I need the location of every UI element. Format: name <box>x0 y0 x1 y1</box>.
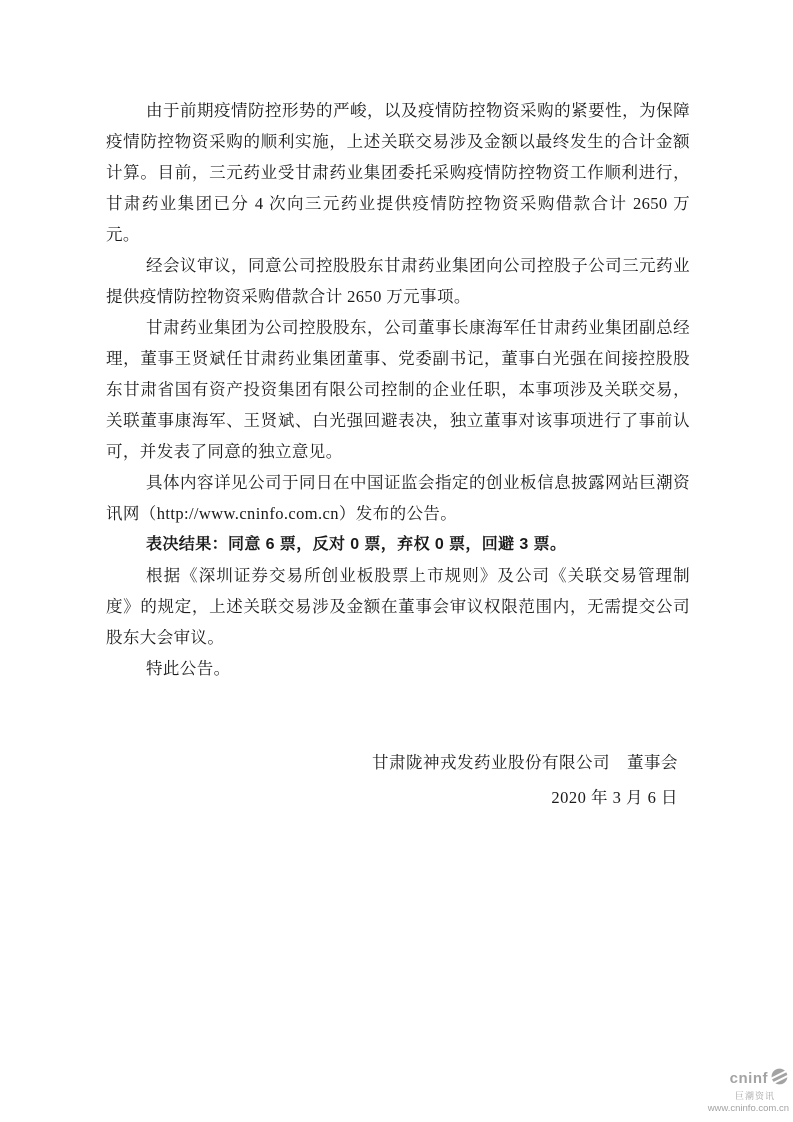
paragraph-closing-statement: 特此公告。 <box>146 659 231 678</box>
paragraph-related-party-details: 甘肃药业集团为公司控股股东，公司董事长康海军任甘肃药业集团副总经理，董事王贤斌任甘肃药业集团董事、党委副书记，董事白光强在间接控股股东甘肃省国有资产投资集团有限公司控制的企业任职，本事项涉及关联交易，关联董事康海军、王贤斌、白光强回避表决，独立董事对该事项进行了事前认可，并发表了同意的独立意见。 <box>106 318 690 461</box>
paragraph-listing-rules: 根据《深圳证券交易所创业板股票上市规则》及公司《关联交易管理制度》的规定，上述关联交易涉及金额在董事会审议权限范围内，无需提交公司股东大会审议。 <box>106 566 690 647</box>
paragraph-meeting-approval: 经会议审议，同意公司控股股东甘肃药业集团向公司控股子公司三元药业提供疫情防控物资采购借款合计 2650 万元事项。 <box>106 256 690 306</box>
paragraph-epidemic-background: 由于前期疫情防控形势的严峻，以及疫情防控物资采购的紧要性，为保障疫情防控物资采购的顺利实施，上述关联交易涉及金额以最终发生的合计金额计算。目前，三元药业受甘肃药业集团委托采购疫情防控物资工作顺利进行，甘肃药业集团已分 4 次向三元药业提供疫情防控物资采购借款合计 2650 万元。 <box>106 101 690 244</box>
signature-block <box>106 746 690 816</box>
document-body <box>106 95 690 816</box>
paragraph-disclosure-website: 具体内容详见公司于同日在中国证监会指定的创业板信息披露网站巨潮资讯网（http://www.cninfo.com.cn）发布的公告。 <box>106 473 690 523</box>
cninfo-swirl-icon <box>770 1067 789 1091</box>
cninfo-brand-text: cninf <box>729 1069 768 1087</box>
cninfo-url: www.cninfo.com.cn <box>707 1102 789 1114</box>
cninfo-watermark <box>708 1067 789 1114</box>
cninfo-chinese-name: 巨潮资讯 <box>734 1090 775 1101</box>
blank-space <box>106 684 690 746</box>
vote-result-line: 表决结果：同意 6 票，反对 0 票，弃权 0 票，回避 3 票。 <box>146 536 567 553</box>
signature-date: 2020 年 3 月 6 日 <box>551 788 678 807</box>
signature-company: 甘肃陇神戎发药业股份有限公司 董事会 <box>372 753 678 772</box>
